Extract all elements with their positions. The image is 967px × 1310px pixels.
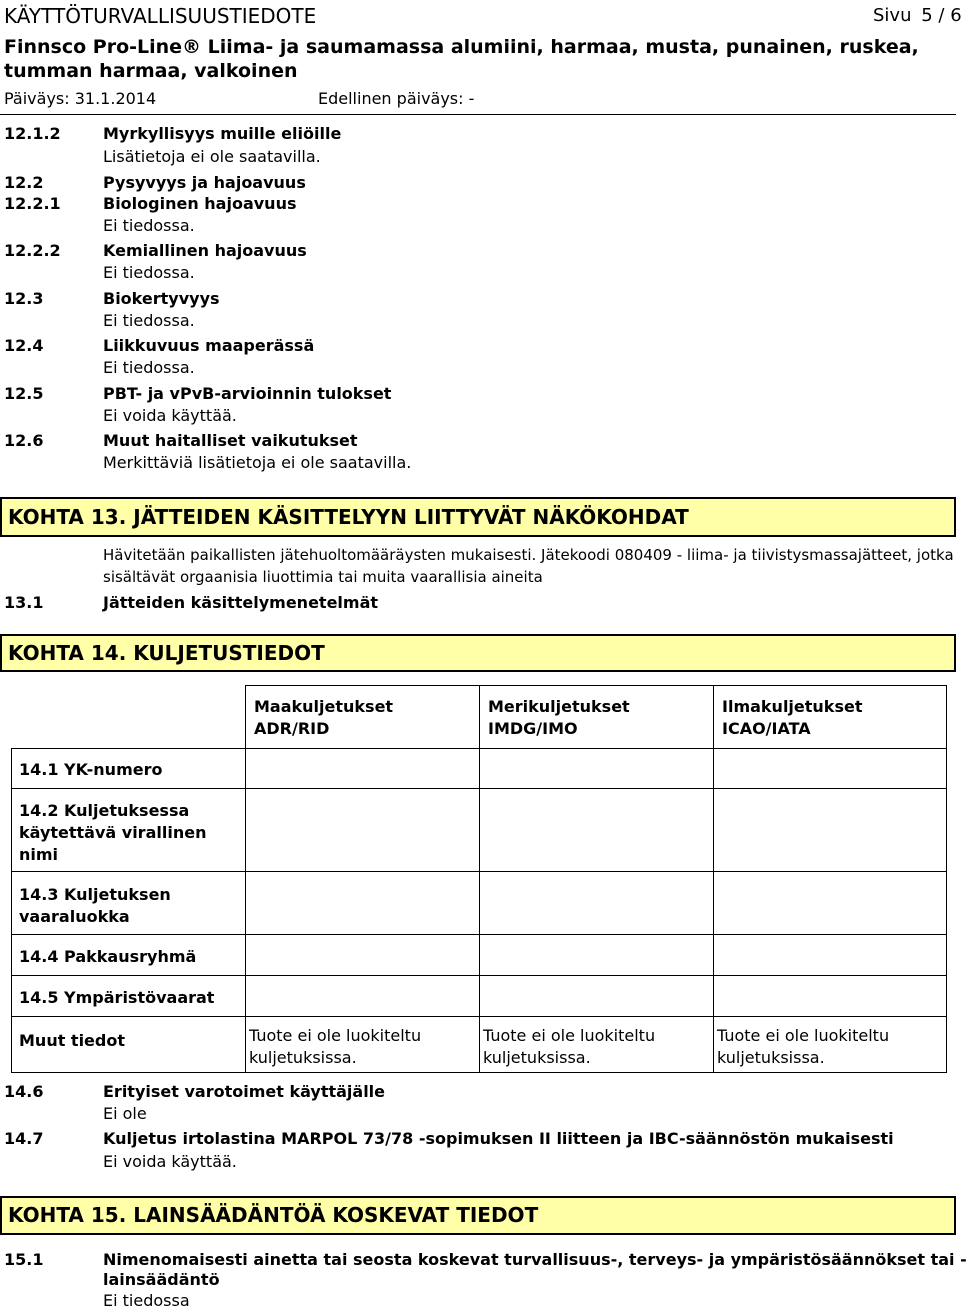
section-text: Ei voida käyttää. [103, 406, 237, 425]
table-cell [245, 871, 480, 935]
section15-1-text: Ei tiedossa [103, 1291, 190, 1310]
row-label: Muut tiedot [19, 1031, 125, 1050]
column-header-line2: ICAO/IATA [722, 719, 811, 738]
cell-value: Tuote ei ole luokiteltu [483, 1026, 656, 1045]
section-number: 12.3 [4, 289, 44, 308]
table-cell [245, 788, 480, 872]
table-cell [245, 975, 480, 1017]
row-label: 14.5 Ympäristövaarat [19, 988, 215, 1007]
row-label: 14.4 Pakkausryhmä [19, 947, 197, 966]
date: Päiväys: 31.1.2014 [4, 89, 157, 108]
row-label-cell [11, 748, 246, 789]
section-title: Kemiallinen hajoavuus [103, 241, 307, 260]
row-label: käytettävä virallinen [19, 823, 207, 842]
row-label-cell [11, 788, 246, 872]
section-number: 12.2.1 [4, 194, 61, 213]
row-label-cell [11, 871, 246, 935]
product-name-line2: tumman harmaa, valkoinen [4, 60, 298, 82]
section14-6-text: Ei ole [103, 1104, 147, 1123]
table-cell [713, 788, 947, 872]
section13-text-line2: sisältävät orgaanisia liuottimia tai muita vaarallisia aineita [103, 568, 543, 586]
cell-value: kuljetuksissa. [483, 1048, 591, 1067]
column-header-air [713, 685, 947, 749]
table-cell [479, 1016, 714, 1073]
section14-6-title: Erityiset varotoimet käyttäjälle [103, 1082, 386, 1101]
section-title: Myrkyllisyys muille eliöille [103, 124, 342, 143]
column-header-line2: IMDG/IMO [488, 719, 578, 738]
section-title: Biologinen hajoavuus [103, 194, 297, 213]
section-title: Liikkuvuus maaperässä [103, 336, 315, 355]
section13-1-number: 13.1 [4, 593, 44, 612]
section14-7-text: Ei voida käyttää. [103, 1152, 237, 1171]
table-cell [479, 934, 714, 976]
table-cell [713, 934, 947, 976]
column-header-line1: Maakuljetukset [254, 697, 394, 716]
cell-value: kuljetuksissa. [249, 1048, 357, 1067]
table-cell [713, 748, 947, 789]
section-text: Merkittäviä lisätietoja ei ole saatavilla. [103, 453, 412, 472]
section-text: Ei tiedossa. [103, 358, 195, 377]
section-number: 12.2 [4, 173, 44, 192]
section-title: Muut haitalliset vaikutukset [103, 431, 358, 450]
column-header-sea [479, 685, 714, 749]
cell-value: Tuote ei ole luokiteltu [249, 1026, 422, 1045]
column-header-line1: Merikuljetukset [488, 697, 630, 716]
section-text: Ei tiedossa. [103, 263, 195, 282]
page-label: Sivu [873, 5, 912, 26]
section-number: 12.5 [4, 384, 44, 403]
section-number: 12.4 [4, 336, 44, 355]
cell-value: Tuote ei ole luokiteltu [717, 1026, 890, 1045]
table-cell [479, 788, 714, 872]
table-cell [713, 1016, 947, 1073]
section14-heading: KOHTA 14. KULJETUSTIEDOT [0, 634, 956, 672]
table-cell [245, 1016, 480, 1073]
table-cell [713, 975, 947, 1017]
row-label: 14.3 Kuljetuksen [19, 885, 171, 904]
section-title: PBT- ja vPvB-arvioinnin tulokset [103, 384, 392, 403]
document-type: KÄYTTÖTURVALLISUUSTIEDOTE [4, 4, 317, 28]
section-number: 12.2.2 [4, 241, 61, 260]
row-label-cell [11, 934, 246, 976]
row-label: vaaraluokka [19, 907, 130, 926]
table-cell [479, 871, 714, 935]
section14-7-title: Kuljetus irtolastina MARPOL 73/78 -sopimuksen II liitteen ja IBC-säännöstön mukaisesti [103, 1129, 894, 1148]
section14-7-number: 14.7 [4, 1129, 44, 1148]
section13-1-title: Jätteiden käsittelymenetelmät [103, 593, 379, 612]
row-label-cell [11, 1016, 246, 1073]
page-number: 5 [921, 5, 933, 26]
column-header-line1: Ilmakuljetukset [722, 697, 863, 716]
section15-1-title-line1: Nimenomaisesti ainetta tai seosta koskevat turvallisuus-, terveys- ja ympäristösäännökset tai - [103, 1250, 967, 1269]
row-label: 14.1 YK-numero [19, 760, 163, 779]
table-corner [11, 685, 246, 749]
section-title: Biokertyvyys [103, 289, 220, 308]
product-name-line1: Finnsco Pro-Line® Liima- ja saumamassa alumiini, harmaa, musta, punainen, ruskea, [4, 36, 919, 58]
table-cell [245, 934, 480, 976]
section13-text-line1: Hävitetään paikallisten jätehuoltomääräysten mukaisesti. Jätekoodi 080409 - liima- ja tiivistysmassajätteet, jotka [103, 546, 954, 564]
table-cell [245, 748, 480, 789]
table-cell [479, 975, 714, 1017]
row-label: 14.2 Kuljetuksessa [19, 801, 190, 820]
section-text: Ei tiedossa. [103, 216, 195, 235]
section15-heading: KOHTA 15. LAINSÄÄDÄNTÖÄ KOSKEVAT TIEDOT [0, 1196, 956, 1235]
row-label: nimi [19, 845, 59, 864]
section14-6-number: 14.6 [4, 1082, 44, 1101]
section-text: Lisätietoja ei ole saatavilla. [103, 147, 321, 166]
page-separator: / [938, 5, 945, 26]
cell-value: kuljetuksissa. [717, 1048, 825, 1067]
row-label-cell [11, 975, 246, 1017]
section13-heading: KOHTA 13. JÄTTEIDEN KÄSITTELYYN LIITTYVÄT NÄKÖKOHDAT [0, 497, 956, 537]
section15-1-title-line2: lainsäädäntö [103, 1270, 220, 1289]
section-title: Pysyvyys ja hajoavuus [103, 173, 306, 192]
section-number: 12.1.2 [4, 124, 61, 143]
section-text: Ei tiedossa. [103, 311, 195, 330]
previous-date: Edellinen päiväys: - [318, 89, 475, 108]
section15-1-number: 15.1 [4, 1250, 44, 1269]
page-indicator [873, 5, 962, 26]
table-cell [713, 871, 947, 935]
table-cell [479, 748, 714, 789]
column-header-road [245, 685, 480, 749]
column-header-line2: ADR/RID [254, 719, 330, 738]
header-rule [0, 114, 956, 115]
section-number: 12.6 [4, 431, 44, 450]
page-total: 6 [950, 5, 962, 26]
